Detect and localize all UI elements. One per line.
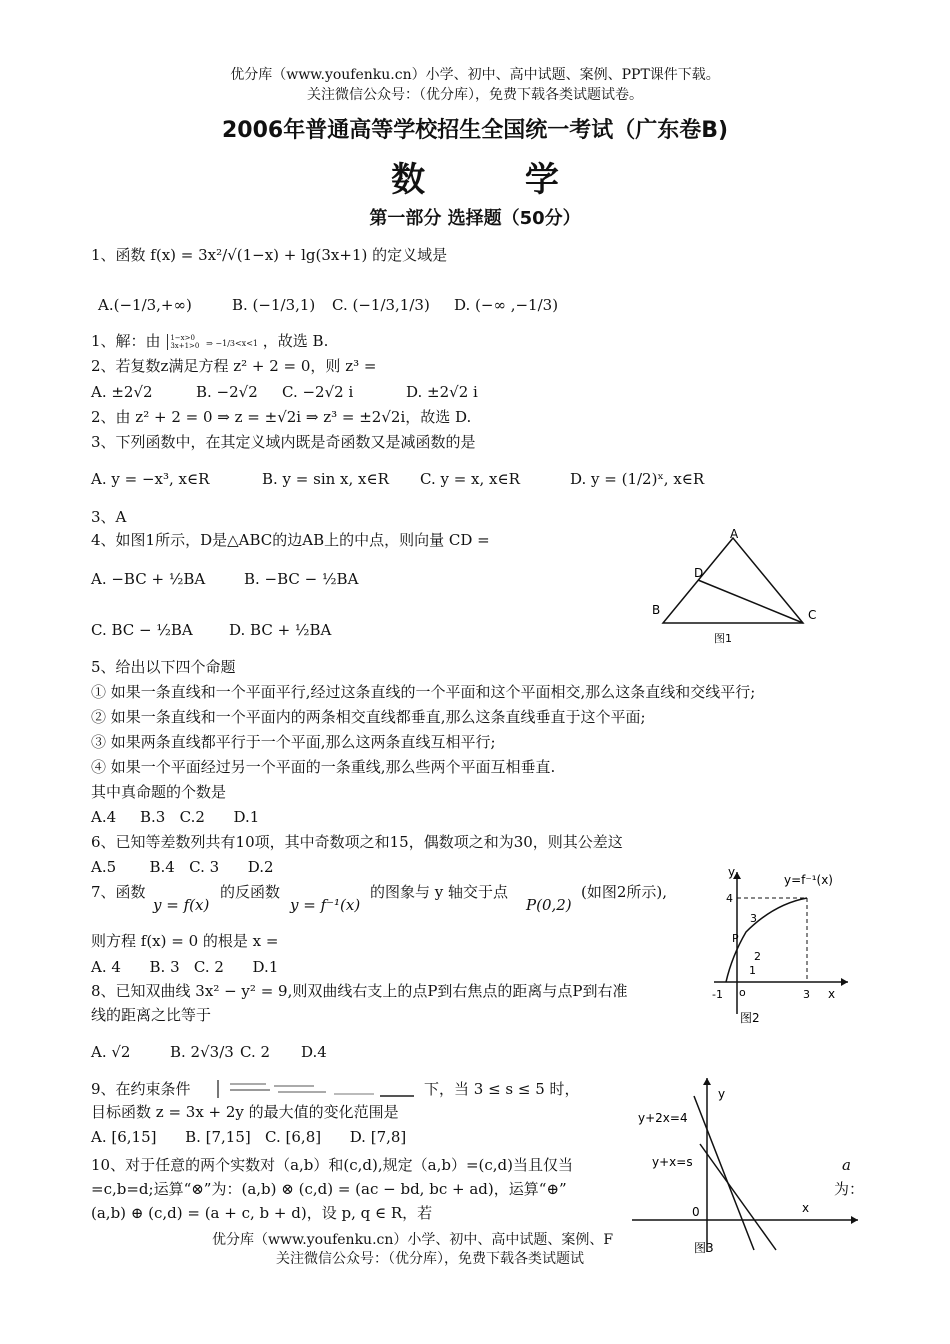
label-d: D [694, 566, 704, 580]
header-line-1: 优分库（www.youfenku.cn）小学、初中、高中试题、案例、PPT课件下载。 [230, 67, 720, 83]
fig2-three-curve: 3 [750, 912, 757, 925]
q5-ask: 其中真命题的个数是 [91, 783, 227, 801]
q3-option-c: C. y = x, x∈R [420, 470, 520, 488]
q2-option-d: D. ±2√2 i [406, 383, 478, 401]
fig3-line-1 [694, 1096, 754, 1250]
q1-solution-tiny-3: ⇒ −1/3<x<1 [206, 339, 258, 348]
fig2-minus-one: -1 [712, 988, 723, 1001]
fig2-origin: o [739, 986, 746, 999]
fig3-line-label-2: y+x=s [652, 1155, 693, 1169]
q1-solution-suffix: ，故选 B. [262, 332, 329, 350]
q4-stem: 4、如图1所示，D是△ABC的边AB上的中点，则向量 CD = [91, 531, 490, 549]
fig2-x-arrow [841, 978, 848, 986]
q9-constraint-image [214, 1078, 414, 1100]
fig3-y-label: y [718, 1087, 726, 1101]
q2-option-a: A. ±2√2 [91, 383, 153, 401]
figure-2-caption: 图2 [740, 1011, 760, 1025]
q7-stem-a: 7、函数 [91, 883, 146, 901]
figure-2 [704, 864, 854, 1028]
q1-stem: 1、函数 f(x) = 3x²/√(1−x) + lg(3x+1) 的定义域是 [91, 246, 448, 264]
subject-title: 数 学 [391, 160, 603, 200]
label-b: B [652, 603, 661, 617]
q7-options: A. 4 B. 3 C. 2 D.1 [91, 958, 279, 976]
q8-option-d: D.4 [301, 1043, 327, 1061]
q1-option-d: D. (−∞ ,−1/3) [454, 296, 559, 314]
q9-stem: 9、在约束条件 [91, 1080, 191, 1098]
q6-options: A.5 B.4 C. 3 D.2 [91, 858, 274, 876]
q7-function: y = f(x) [153, 896, 210, 914]
q5-item-4: ④ 如果一个平面经过另一个平面的一条重线,那么些两个平面互相垂直. [91, 758, 556, 776]
fig3-y-arrow [703, 1078, 711, 1085]
q4-option-b: B. −BC − ½BA [244, 570, 359, 588]
q3-option-d: D. y = (1/2)ˣ, x∈R [570, 470, 705, 488]
q1-solution-tiny-1: 1−x>0 [170, 334, 195, 342]
q9-constraint-scribble [214, 1078, 414, 1100]
q1-solution-prefix: 1、解：由 [91, 332, 161, 350]
q7-inverse: y = f⁻¹(x) [290, 896, 361, 914]
fig3-origin: 0 [692, 1205, 700, 1219]
fig3-x-arrow [851, 1216, 858, 1224]
part-title: 第一部分 选择题（50分） [369, 208, 581, 229]
q1-option-b: B. (−1/3,1) [232, 296, 316, 314]
q9-stem-tail: 下，当 3 ≤ s ≤ 5 时， [424, 1080, 580, 1098]
q7-tail: 的图象与 y 轴交于点 [370, 883, 509, 901]
footer-line-2: 关注微信公众号：（优分库），免费下载各类试题试 [276, 1251, 584, 1267]
q7-tail2: (如图2所示), [581, 883, 668, 901]
q10-line2: =c,b=d;运算“⊗”为：(a,b) ⊗ (c,d) = (ac − bd, bc + ad)，运算“⊕” [91, 1180, 567, 1198]
fig2-p-label: P [732, 932, 739, 945]
triangle-abc [663, 538, 803, 623]
q1-solution-tiny-2: 3x+1>0 [170, 342, 200, 350]
q6-stem: 6、已知等差数列共有10项，其中奇数项之和15，偶数项之和为30，则其公差这 [91, 833, 623, 851]
fig2-three: 3 [803, 988, 810, 1001]
fig2-four: 4 [726, 892, 733, 905]
header-line-2: 关注微信公众号：（优分库），免费下载各类试题试卷。 [307, 87, 643, 103]
figure-1 [640, 526, 830, 648]
q5-item-1: ① 如果一条直线和一个平面平行,经过这条直线的一个平面和这个平面相交,那么这条直线和交线平行; [91, 683, 756, 701]
label-c: C [808, 608, 817, 622]
q1-solution [91, 332, 328, 350]
fig3-line-label-1: y+2x=4 [638, 1111, 688, 1125]
q5-options: A.4 B.3 C.2 D.1 [91, 808, 260, 826]
fig2-x-label: x [828, 987, 836, 1001]
q10-line2-tail: 为： [834, 1180, 865, 1198]
q10-line1-tail: a [842, 1156, 851, 1174]
q2-option-b: B. −2√2 [196, 383, 258, 401]
label-a: A [730, 527, 739, 541]
q1-option-c: C. (−1/3,1/3) [332, 296, 430, 314]
q8-stem2: 线的距离之比等于 [91, 1006, 212, 1024]
q3-stem: 3、下列函数中，在其定义域内既是奇函数又是减函数的是 [91, 433, 476, 451]
q8-option-b: B. 2√3/3 [170, 1043, 234, 1061]
q7-point: P(0,2) [526, 896, 572, 914]
q9-options: A. [6,15] B. [7,15] C. [6,8] D. [7,8] [91, 1128, 407, 1146]
q5-stem: 5、给出以下四个命题 [91, 658, 236, 676]
q8-stem: 8、已知双曲线 3x² − y² = 9,则双曲线右支上的点P到右焦点的距离与点P到右准 [91, 982, 628, 1000]
q10-line1: 10、对于任意的两个实数对（a,b）和(c,d),规定（a,b）=(c,d)当且仅当 [91, 1156, 574, 1174]
q1-option-a: A.(−1/3,+∞) [98, 296, 192, 314]
q7-mid: 的反函数 [220, 883, 281, 901]
fig2-y-label: y [728, 865, 736, 879]
q8-option-c: C. 2 [240, 1043, 271, 1061]
q7-line2: 则方程 f(x) = 0 的根是 x = [91, 932, 279, 950]
q2-solution: 2、由 z² + 2 = 0 ⇒ z = ±√2i ⇒ z³ = ±2√2i，故选 D. [91, 408, 472, 426]
figure-3-caption: 图3 [694, 1241, 714, 1255]
fig2-one: 1 [749, 964, 756, 977]
q4-option-c: C. BC − ½BA [91, 621, 193, 639]
q3-solution: 3、A [91, 508, 127, 526]
segment-cd [698, 580, 803, 623]
figure-1-caption: 图1 [714, 632, 732, 645]
footer-line-1: 优分库（www.youfenku.cn）小学、初中、高中试题、案例、F [212, 1232, 614, 1248]
q4-option-d: D. BC + ½BA [229, 621, 332, 639]
fig2-two: 2 [754, 950, 761, 963]
q9-line2: 目标函数 z = 3x + 2y 的最大值的变化范围是 [91, 1103, 399, 1121]
exam-title: 2006年普通高等学校招生全国统一考试（广东卷B) [221, 118, 729, 143]
q1-solution-system [167, 334, 199, 350]
q8-option-a: A. √2 [91, 1043, 131, 1061]
q5-item-3: ③ 如果两条直线都平行于一个平面,那么这两条直线互相平行; [91, 733, 496, 751]
fig3-line-2 [700, 1144, 776, 1250]
fig3-x-label: x [802, 1201, 810, 1215]
q2-option-c: C. −2√2 i [282, 383, 354, 401]
q10-line3: (a,b) ⊕ (c,d) = (a + c, b + d)，设 p, q ∈ R，若 [91, 1204, 433, 1222]
q3-option-a: A. y = −x³, x∈R [91, 470, 210, 488]
q5-item-2: ② 如果一条直线和一个平面内的两条相交直线都垂直,那么这条直线垂直于这个平面; [91, 708, 646, 726]
figure-3 [632, 1074, 860, 1258]
q4-option-a: A. −BC + ½BA [91, 570, 206, 588]
q2-stem: 2、若复数z满足方程 z² + 2 = 0，则 z³ = [91, 357, 377, 375]
q3-option-b: B. y = sin x, x∈R [262, 470, 389, 488]
fig2-curve-label: y=f⁻¹(x) [784, 873, 833, 887]
